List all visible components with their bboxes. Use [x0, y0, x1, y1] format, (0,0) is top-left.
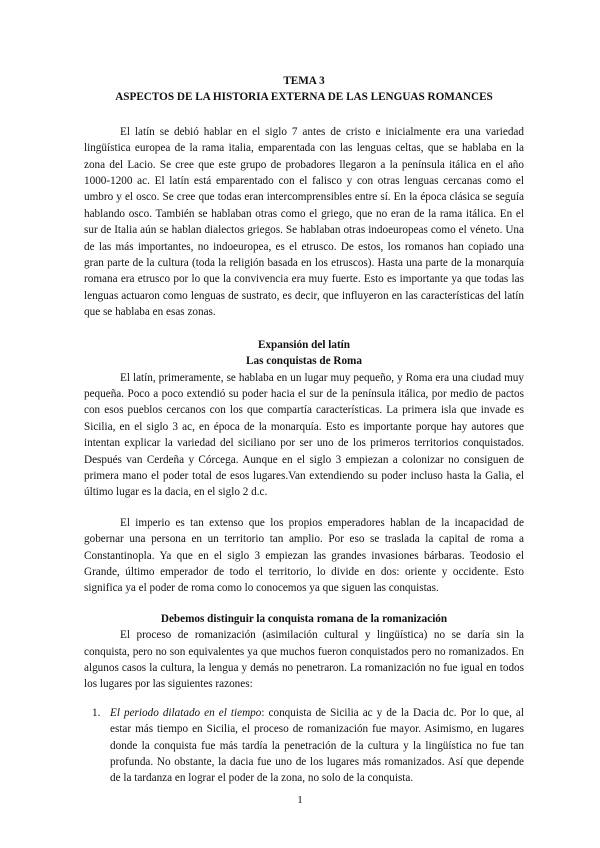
reasons-list: [84, 705, 524, 787]
paragraph: El proceso de romanización (asimilación cultural y lingüística) no se daría sin la conquista, pero no son equivalentes ya que muchos fueron conquistados pero no romanizados. En algunos casos la cultura, la lengua y demás no penetraron. La romanización no fue igual en todos los lugares por las siguientes razones:: [84, 629, 524, 691]
document-subtitle: ASPECTOS DE LA HISTORIA EXTERNA DE LAS LENGUAS ROMANCES: [115, 91, 493, 104]
section-subheading-conquistas: Las conquistas de Roma: [246, 355, 362, 368]
document-body: [84, 73, 524, 787]
intro-paragraph: El latín se debió hablar en el siglo 7 antes de cristo e inicialmente era una variedad lingüística europea de la rama italia, emparentada con las lenguas celtas, que se hablaba en la zona del Lacio. Se cree que este grupo de probadores llegaron a la península itálica en el año 1000-1200 ac. El latín está emparentado con el falisco y con otras lenguas cercanas como el umbro y el osco. Se cree que todas eran intercomprensibles entre sí. En la época clásica se seguía hablando osco. También se hablaban otras como el griego, que no eran de la rama itálica. En el sur de Italia aún se hablan dialectos griegos. Se hablaban otras indoeuropeas como el véneto. Una de las más importantes, no indoeuropea, es el etrusco. De estos, los romanos han copiado una gran parte de la cultura (toda la religión basada en los etruscos). Hasta una parte de la monarquía romana era etrusco por lo que la convivencia era muy fuerte. Esto es importante ya que todas las lenguas actuaron como lenguas de sustrato, es decir, que influyeron en las características del latín que se hablaba en esas zonas.: [84, 125, 524, 319]
list-item-term: El periodo dilatado en el tiempo: [110, 706, 262, 719]
list-item-number: 1.: [92, 706, 101, 719]
page-number: 1: [297, 794, 303, 806]
section-heading-romanizacion: Debemos distinguir la conquista romana de la romanización: [160, 612, 448, 625]
list-item: [84, 705, 524, 787]
section-heading-expansion: Expansión del latín: [257, 338, 351, 351]
paragraph: El imperio es tan extenso que los propios emperadores hablan de la incapacidad de gobernar una persona en un territorio tan amplio. Por eso se traslada la capital de roma a Constantinopla. Ya que en el siglo 3 empiezan las grandes invasiones bárbaras. Teodosio el Grande, último emperador de todo el territorio, lo divide en dos: oriente y occidente. Esto significa ya el poder de roma como lo conocemos ya que siguen las conquistas.: [84, 516, 524, 595]
list-item-text: : conquista de Sicilia ac y de la Dacia dc. Por lo que, al estar más tiempo en Sicilia, el proceso de romanización fue mayor. Asimismo, en lugares donde la conquista fue más tardía la penetración de la cultura y la lingüística no fue tan profunda. No obstante, la dacia fue uno de los lugares más romanizados. Así que depende de la tardanza en lograr el poder de la zona, no solo de la conquista.: [110, 706, 525, 785]
document-title: TEMA 3: [283, 75, 325, 87]
paragraph: El latín, primeramente, se hablaba en un lugar muy pequeño, y Roma era una ciudad muy pequeña. Poco a poco extendió su poder hacia el sur de la península itálica, por medio de pactos con esos pueblos cercanos con los que compartía características. La primera isla que invade es Sicilia, en el siglo 3 ac, en época de la monarquía. Esto es importante porque hay autores que intentan explicar la variedad del siciliano por ser uno de los primeros territorios conquistados. Después van Cerdeña y Córcega. Aunque en el siglo 3 empiezan a colonizar no consiguen de primera mano el poder total de esos lugares.Van extendiendo su poder incluso hasta la Galia, el último lugar es la dacia, en el siglo 2 d.c.: [84, 371, 524, 499]
